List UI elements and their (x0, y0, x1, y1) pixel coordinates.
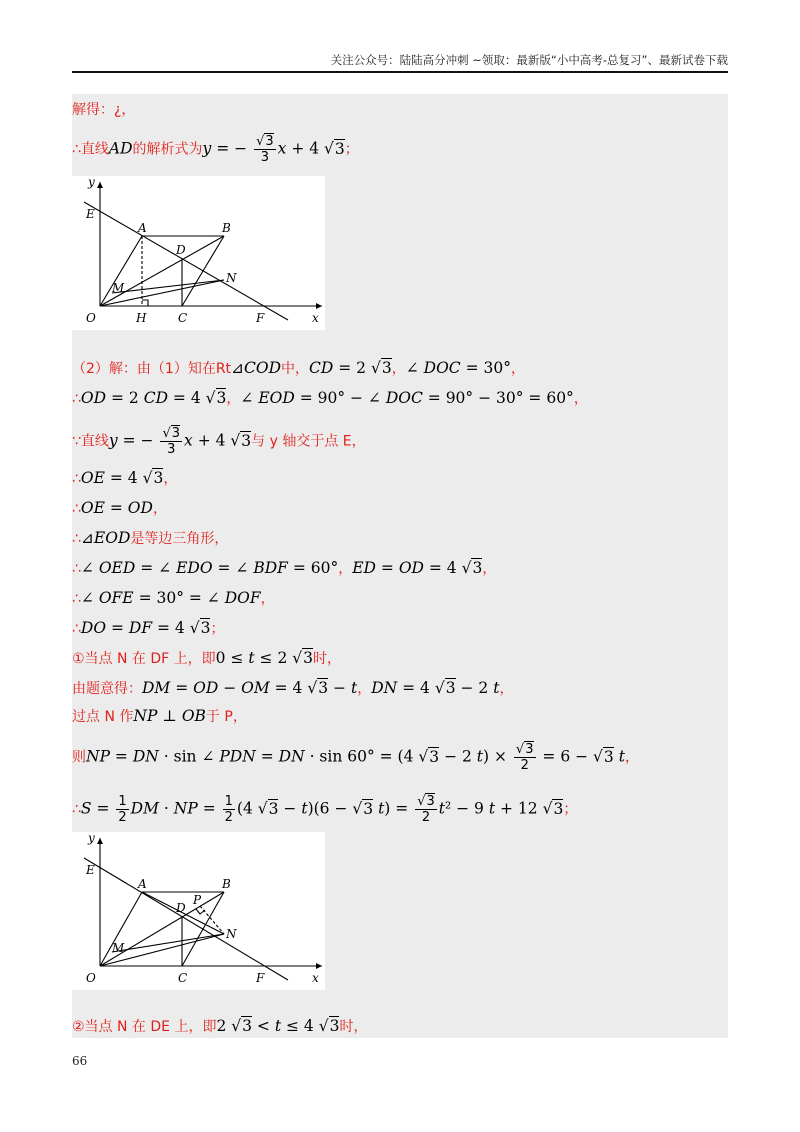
line-dm-dn: 由题意得：DM = OD − OM = 4 √3 − t，DN = 4 √3 − 2 t， (72, 679, 514, 697)
label-y: y (88, 176, 95, 189)
label-b: B (222, 877, 231, 891)
line-area-s: ∴S = $\frac{1}{2}$ DM · NP = $\frac{1}{2}$ (4 √3 − t)(6 − √3 t) = $\frac{√3}{2}$ t² − 9 t + 12 √3； (72, 794, 578, 825)
segment-cb (182, 236, 224, 306)
label-n: N (226, 271, 237, 285)
line-part2-start: （2）解：由（1）知在Rt⊿COD中，CD = 2 √3，∠ DOC = 30°， (72, 359, 525, 377)
x-arrow (316, 963, 322, 969)
label-p: P (193, 893, 202, 907)
label-n: N (226, 927, 237, 941)
label-a: A (138, 221, 147, 235)
line-np-value: 则NP = DN · sin ∠ PDN = DN · sin 60° = (4 √3 − 2 t) × $\frac{√3}{2}$ = 6 − √3 t， (72, 742, 639, 773)
line-equilateral: ∴⊿EOD是等边三角形， (72, 529, 229, 547)
line-oe-od: ∴OE = OD， (72, 499, 167, 517)
segment-mn (112, 280, 224, 293)
line-od-angle: ∴OD = 2 CD = 4 √3，∠ EOD = 90° − ∠ DOC = 90° − 30° = 60°， (72, 389, 588, 407)
label-a: A (138, 877, 147, 891)
solution-content (72, 94, 728, 1038)
label-y: y (88, 832, 95, 845)
y-arrow (97, 182, 103, 188)
label-o: O (86, 971, 96, 985)
page-number: 66 (72, 1054, 88, 1068)
line-ef (84, 202, 288, 320)
line-case1: ①当点 N 在 DF 上，即0 ≤ t ≤ 2 √3时， (72, 649, 341, 667)
label-h: H (136, 311, 147, 325)
line-case2: ②当点 N 在 DE 上，即2 √3 < t ≤ 4 √3时， (72, 1017, 368, 1035)
figure-2-svg (72, 832, 325, 990)
label-o: O (86, 311, 96, 325)
x-arrow (316, 303, 322, 309)
line-do-df: ∴DO = DF = 4 √3； (72, 619, 225, 637)
label-f: F (256, 971, 265, 985)
label-c: C (178, 971, 188, 985)
label-m: M (112, 941, 125, 955)
line-intersect-y: ∵直线y = − $\frac{√3}{3}$ x + 4 √3与 y 轴交于点 E， (72, 426, 366, 457)
line-ofe: ∴∠ OFE = 30° = ∠ DOF， (72, 589, 275, 607)
label-x: x (312, 311, 319, 325)
y-arrow (97, 838, 103, 844)
label-c: C (178, 311, 188, 325)
figure-1-svg (72, 176, 325, 330)
line-angles-60: ∴∠ OED = ∠ EDO = ∠ BDF = 60°，ED = OD = 4 √3， (72, 559, 497, 577)
line-oe: ∴OE = 4 √3， (72, 469, 178, 487)
label-b: B (222, 221, 231, 235)
line-ad-equation: ∴直线AD的解析式为y = − $\frac{√3}{3}$ x + 4 √3； (72, 134, 359, 165)
figure-1 (72, 176, 325, 330)
line-np-perp: 过点 N 作NP ⊥ OB于 P， (72, 707, 247, 725)
label-x: x (312, 971, 319, 985)
label-d: D (176, 243, 186, 257)
label-e: E (86, 207, 95, 221)
segment-cb (182, 892, 224, 966)
page-header: 关注公众号：陆陆高分冲刺 ~领取：最新版“小中高考-总复习”、最新试卷下载 (330, 53, 728, 67)
label-m: M (112, 281, 125, 295)
line-solve-result: 解得：¿， (72, 102, 136, 118)
segment-mn (112, 934, 224, 952)
figure-2 (72, 832, 325, 990)
header-rule (72, 71, 728, 73)
label-d: D (176, 901, 186, 915)
label-e: E (86, 863, 95, 877)
right-angle-mark-h (142, 300, 148, 306)
label-f: F (256, 311, 265, 325)
segment-oa (100, 236, 142, 306)
